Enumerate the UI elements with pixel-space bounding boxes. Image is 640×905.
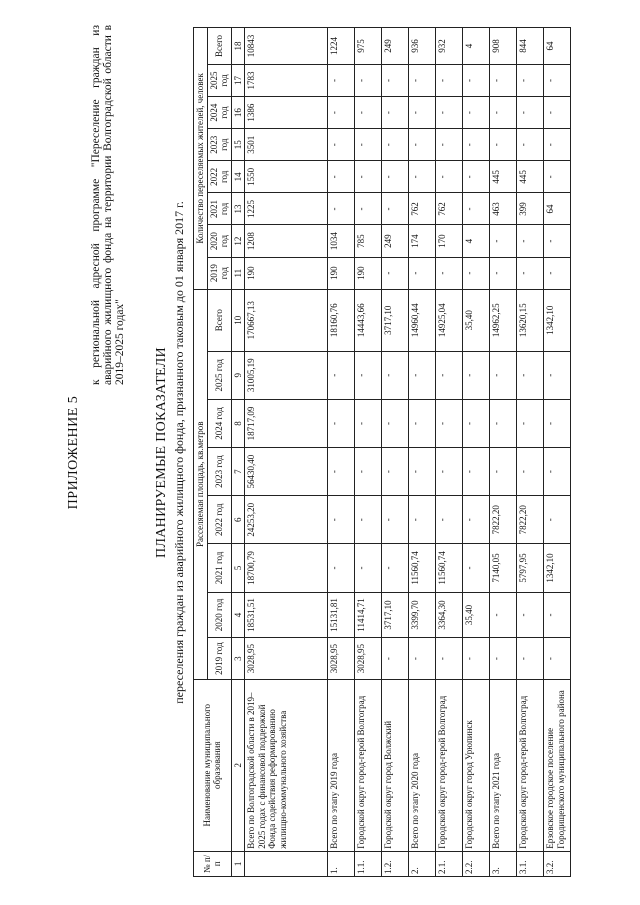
row-number: 1. — [328, 851, 355, 876]
table-cell: 64 — [544, 28, 571, 65]
table-row — [544, 28, 571, 877]
table-cell: - — [517, 225, 544, 257]
table-cell: 4 — [463, 225, 490, 257]
table-cell: - — [328, 129, 355, 161]
header-year: 2021 год — [207, 193, 231, 225]
table-cell: 463 — [490, 193, 517, 225]
table-cell: - — [382, 97, 409, 129]
table-row — [517, 28, 544, 877]
header-year: 2023 год — [207, 448, 231, 496]
table-cell: - — [544, 225, 571, 257]
header-year: 2022 год — [207, 161, 231, 193]
table-cell: 11414,71 — [355, 592, 382, 638]
table-cell: 18160,76 — [328, 289, 355, 351]
table-cell: - — [382, 496, 409, 544]
table-cell: - — [544, 592, 571, 638]
header-year: 2019 год — [207, 257, 231, 289]
table-cell: 11560,74 — [436, 544, 463, 592]
table-cell: - — [409, 257, 436, 289]
header-year: 2024 год — [207, 399, 231, 447]
table-cell: - — [490, 399, 517, 447]
table-cell: 1224 — [328, 28, 355, 65]
table-cell: 445 — [517, 161, 544, 193]
table-cell: - — [544, 129, 571, 161]
table-cell: 7822,20 — [490, 496, 517, 544]
municipality-name: Всего по этапу 2020 года — [409, 679, 436, 851]
municipality-name: Всего по этапу 2021 года — [490, 679, 517, 851]
table-cell: - — [355, 496, 382, 544]
row-number: 3. — [490, 851, 517, 876]
header-num: № п/п — [194, 851, 232, 876]
table-cell: - — [436, 448, 463, 496]
table-cell: 844 — [517, 28, 544, 65]
table-cell: 35,40 — [463, 592, 490, 638]
table-cell: - — [355, 64, 382, 96]
table-cell: - — [382, 351, 409, 399]
table-cell: - — [490, 448, 517, 496]
table-cell: - — [436, 638, 463, 679]
table-cell: - — [382, 64, 409, 96]
table-cell: 13620,15 — [517, 289, 544, 351]
column-index: 15 — [231, 129, 245, 161]
table-cell: - — [544, 257, 571, 289]
table-cell: - — [436, 129, 463, 161]
table-cell: 18700,79 — [245, 544, 328, 592]
table-cell: 31005,19 — [245, 351, 328, 399]
table-row — [490, 28, 517, 877]
column-index-row — [231, 28, 245, 877]
table-cell: - — [382, 448, 409, 496]
table-cell: - — [409, 64, 436, 96]
table-cell: - — [436, 64, 463, 96]
table-cell: 15131,81 — [328, 592, 355, 638]
table-cell: - — [544, 638, 571, 679]
table-cell: - — [355, 97, 382, 129]
table-cell: - — [436, 496, 463, 544]
table-cell: 3028,95 — [245, 638, 328, 679]
table-cell: 18531,51 — [245, 592, 328, 638]
table-cell: - — [328, 64, 355, 96]
header-year: 2024 год — [207, 97, 231, 129]
table-cell: 932 — [436, 28, 463, 65]
table-cell: 762 — [409, 193, 436, 225]
table-cell: 170 — [436, 225, 463, 257]
row-number: 2.2. — [463, 851, 490, 876]
table-cell: - — [328, 161, 355, 193]
table-cell: - — [490, 638, 517, 679]
table-cell: - — [490, 225, 517, 257]
table-cell: 18717,09 — [245, 399, 328, 447]
header-year: 2025 год — [207, 351, 231, 399]
table-cell: - — [382, 257, 409, 289]
table-cell: - — [382, 161, 409, 193]
table-cell: - — [382, 193, 409, 225]
table-cell: - — [409, 161, 436, 193]
table-cell: - — [544, 97, 571, 129]
table-cell: - — [463, 399, 490, 447]
table-cell: - — [436, 97, 463, 129]
table-cell: - — [544, 161, 571, 193]
table-cell: 190 — [245, 257, 328, 289]
row-number: 3.2. — [544, 851, 571, 876]
table-cell: 14962,25 — [490, 289, 517, 351]
column-index: 3 — [231, 638, 245, 679]
header-year: 2020 год — [207, 225, 231, 257]
header-people-group: Количество переселяемых жителей, человек — [194, 28, 208, 290]
table-cell: - — [436, 257, 463, 289]
table-cell: - — [355, 399, 382, 447]
table-cell: - — [463, 638, 490, 679]
table-cell: - — [463, 193, 490, 225]
table-cell: - — [517, 257, 544, 289]
table-cell: - — [355, 129, 382, 161]
table-cell: - — [355, 193, 382, 225]
table-row — [245, 28, 328, 877]
table-cell: - — [544, 496, 571, 544]
table-cell: 7822,20 — [517, 496, 544, 544]
table-cell: - — [409, 97, 436, 129]
column-index: 13 — [231, 193, 245, 225]
table-cell: 3028,95 — [355, 638, 382, 679]
table-cell: - — [328, 399, 355, 447]
table-cell: - — [409, 399, 436, 447]
table-cell: 24253,20 — [245, 496, 328, 544]
column-index: 10 — [231, 289, 245, 351]
table-cell: 190 — [355, 257, 382, 289]
document-subtitle: переселения граждан из аварийного жилищного фонда, признанного таковым до 01 января 2017 г. — [172, 201, 186, 704]
table-cell: - — [463, 544, 490, 592]
table-cell: - — [490, 351, 517, 399]
header-area-group: Расселяемая площадь, кв.метров — [194, 289, 208, 679]
column-index: 14 — [231, 161, 245, 193]
table-cell: 975 — [355, 28, 382, 65]
table-cell: - — [463, 496, 490, 544]
table-cell: 4 — [463, 28, 490, 65]
row-number: 1.1. — [355, 851, 382, 876]
municipality-name: Городской округ город-герой Волгоград — [436, 679, 463, 851]
table-cell: - — [355, 544, 382, 592]
municipality-name: Городской округ город-герой Волгоград — [355, 679, 382, 851]
table-row — [409, 28, 436, 877]
table-cell: - — [409, 129, 436, 161]
column-index: 16 — [231, 97, 245, 129]
table-cell: 1342,10 — [544, 289, 571, 351]
table-cell: 14925,04 — [436, 289, 463, 351]
table-cell: - — [517, 129, 544, 161]
table-row — [382, 28, 409, 877]
table-cell: - — [463, 351, 490, 399]
table-cell: - — [490, 97, 517, 129]
header-year: 2019 год — [207, 638, 231, 679]
column-index: 17 — [231, 64, 245, 96]
header-total: Всего — [207, 289, 231, 351]
table-cell: - — [490, 129, 517, 161]
table-cell: - — [544, 448, 571, 496]
municipality-name: Городской округ город-герой Волгоград — [517, 679, 544, 851]
row-number: 1.2. — [382, 851, 409, 876]
table-cell: - — [436, 161, 463, 193]
table-body — [245, 28, 571, 877]
table-cell: - — [409, 638, 436, 679]
table-cell: 1342,10 — [544, 544, 571, 592]
table-cell: 1225 — [245, 193, 328, 225]
table-cell: - — [328, 544, 355, 592]
table-row — [436, 28, 463, 877]
table-cell: 936 — [409, 28, 436, 65]
table-cell: 762 — [436, 193, 463, 225]
table-cell: - — [463, 257, 490, 289]
table-cell: 190 — [328, 257, 355, 289]
table-cell: 7140,05 — [490, 544, 517, 592]
table-cell: - — [544, 64, 571, 96]
table-row — [463, 28, 490, 877]
table-cell: 445 — [490, 161, 517, 193]
table-cell: - — [328, 193, 355, 225]
row-number: 2. — [409, 851, 436, 876]
table-cell: - — [382, 544, 409, 592]
row-number — [245, 851, 328, 876]
table-cell: 3717,10 — [382, 289, 409, 351]
table-cell: - — [463, 97, 490, 129]
table-cell: - — [517, 64, 544, 96]
table-cell: - — [490, 592, 517, 638]
table-cell: - — [382, 638, 409, 679]
table-cell: 1386 — [245, 97, 328, 129]
table-cell: - — [517, 351, 544, 399]
table-cell: - — [463, 448, 490, 496]
table-cell: - — [328, 496, 355, 544]
table-cell: - — [463, 161, 490, 193]
table-cell: 14960,44 — [409, 289, 436, 351]
table-row — [328, 28, 355, 877]
column-index: 9 — [231, 351, 245, 399]
table-cell: 249 — [382, 225, 409, 257]
table-cell: - — [544, 399, 571, 447]
table-cell: - — [463, 129, 490, 161]
column-index: 2 — [231, 679, 245, 851]
column-index: 7 — [231, 448, 245, 496]
table-cell: - — [463, 64, 490, 96]
table-cell: 5797,95 — [517, 544, 544, 592]
indicators-table — [193, 27, 571, 877]
document-title: ПЛАНИРУЕМЫЕ ПОКАЗАТЕЛИ — [154, 347, 169, 558]
table-cell: 10843 — [245, 28, 328, 65]
program-reference: к региональной адресной программе "Переселение граждан из аварийного жилищного фонда на территории Волгоградской области в 2019–2025 годах" — [90, 25, 126, 385]
municipality-name: Всего по Волгоградской области в 2019–2025 годах с финансовой поддержкой Фонда содействия реформированию жилищно-коммунального хозяйства — [245, 679, 328, 851]
table-cell: - — [328, 448, 355, 496]
column-index: 11 — [231, 257, 245, 289]
table-cell: 399 — [517, 193, 544, 225]
municipality-name: Городской округ город Урюпинск — [463, 679, 490, 851]
table-cell: - — [328, 351, 355, 399]
table-cell: - — [355, 161, 382, 193]
table-cell: 3399,70 — [409, 592, 436, 638]
table-cell: 785 — [355, 225, 382, 257]
table-cell: - — [436, 399, 463, 447]
table-cell: 3028,95 — [328, 638, 355, 679]
column-index: 6 — [231, 496, 245, 544]
table-cell: 11560,74 — [409, 544, 436, 592]
table-cell: - — [517, 592, 544, 638]
table-cell: - — [517, 97, 544, 129]
table-cell: - — [382, 129, 409, 161]
table-cell: 35,40 — [463, 289, 490, 351]
appendix-label: ПРИЛОЖЕНИЕ 5 — [66, 395, 81, 510]
table-cell: 249 — [382, 28, 409, 65]
row-number: 3.1. — [517, 851, 544, 876]
table-cell: 174 — [409, 225, 436, 257]
table-cell: - — [436, 351, 463, 399]
header-year: 2025 год — [207, 64, 231, 96]
table-cell: - — [409, 496, 436, 544]
table-cell: - — [409, 448, 436, 496]
table-cell: 14443,66 — [355, 289, 382, 351]
table-cell: 1208 — [245, 225, 328, 257]
table-row — [355, 28, 382, 877]
table-cell: - — [490, 64, 517, 96]
header-year: 2022 год — [207, 496, 231, 544]
table-cell: 170667,13 — [245, 289, 328, 351]
table-cell: - — [517, 638, 544, 679]
table-cell: - — [409, 351, 436, 399]
table-cell: - — [355, 448, 382, 496]
table-cell: 3717,10 — [382, 592, 409, 638]
table-cell: 908 — [490, 28, 517, 65]
column-index: 8 — [231, 399, 245, 447]
table-cell: 3501 — [245, 129, 328, 161]
table-cell: - — [544, 351, 571, 399]
municipality-name: Ерзовское городское поселение Городищенского муниципального района — [544, 679, 571, 851]
table-cell: - — [382, 399, 409, 447]
table-cell: - — [517, 448, 544, 496]
table-cell: 56430,40 — [245, 448, 328, 496]
header-year: 2021 год — [207, 544, 231, 592]
table-cell: - — [490, 257, 517, 289]
column-index: 4 — [231, 592, 245, 638]
header-name: Наименование муниципального образования — [194, 679, 232, 851]
header-total: Всего — [207, 28, 231, 65]
table-cell: - — [517, 399, 544, 447]
column-index: 5 — [231, 544, 245, 592]
table-cell: 64 — [544, 193, 571, 225]
table-cell: 1783 — [245, 64, 328, 96]
column-index: 18 — [231, 28, 245, 65]
row-number: 2.1. — [436, 851, 463, 876]
table-cell: 3364,30 — [436, 592, 463, 638]
column-index: 12 — [231, 225, 245, 257]
table-cell: - — [328, 97, 355, 129]
municipality-name: Всего по этапу 2019 года — [328, 679, 355, 851]
municipality-name: Городской округ город Волжский — [382, 679, 409, 851]
table-cell: 1550 — [245, 161, 328, 193]
table-cell: 1034 — [328, 225, 355, 257]
column-index: 1 — [231, 851, 245, 876]
header-year: 2020 год — [207, 592, 231, 638]
header-year: 2023 год — [207, 129, 231, 161]
table-cell: - — [355, 351, 382, 399]
